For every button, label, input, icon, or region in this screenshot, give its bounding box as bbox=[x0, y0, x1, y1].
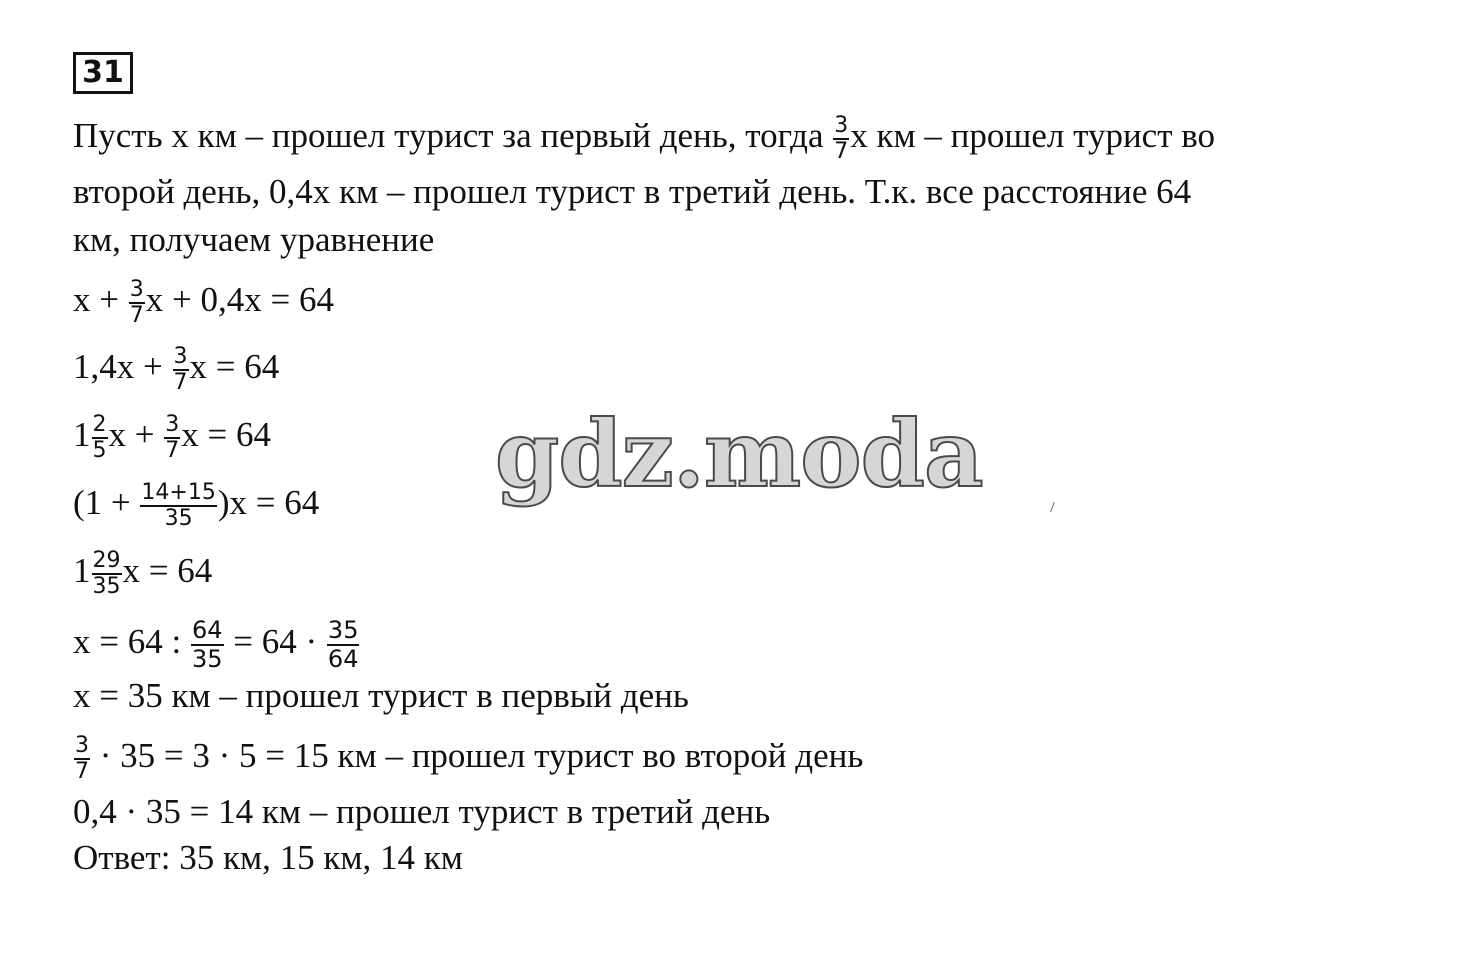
text-segment: x + bbox=[108, 415, 164, 455]
fraction-numerator: 2 bbox=[92, 412, 107, 437]
fraction-denominator: 7 bbox=[834, 139, 849, 164]
fraction-3-7 bbox=[173, 345, 189, 395]
equation-1 bbox=[73, 278, 334, 328]
text-segment: x = 64 : bbox=[73, 622, 190, 662]
text-segment: 1 bbox=[73, 551, 91, 591]
text-segment: (1 + bbox=[73, 483, 140, 523]
equation-4 bbox=[73, 481, 319, 531]
fraction-3-7 bbox=[129, 278, 145, 328]
fraction-numerator: 3 bbox=[129, 277, 144, 302]
fraction-denominator: 35 bbox=[92, 574, 121, 599]
fraction-numerator: 3 bbox=[834, 113, 849, 138]
text-segment: x км – прошел турист во bbox=[850, 116, 1216, 156]
stray-mark bbox=[1044, 502, 1055, 512]
answer-line: Ответ: 35 км, 15 км, 14 км bbox=[73, 838, 463, 877]
fraction-2-5 bbox=[92, 413, 108, 463]
fraction-denominator: 7 bbox=[165, 438, 180, 463]
result-line-2 bbox=[73, 734, 863, 784]
fraction-numerator: 3 bbox=[75, 733, 89, 758]
text-segment: 1 bbox=[73, 415, 91, 455]
fraction-64-35 bbox=[191, 617, 224, 673]
text-segment: )x = 64 bbox=[217, 483, 320, 523]
equation-2 bbox=[73, 345, 279, 395]
fraction-denominator: 64 bbox=[327, 645, 359, 673]
equation-6 bbox=[73, 617, 360, 673]
fraction-numerator: 64 bbox=[191, 616, 223, 644]
task-number: 31 bbox=[73, 52, 133, 94]
text-segment: = 64 · bbox=[224, 622, 326, 662]
text-segment: x = 64 bbox=[181, 415, 271, 455]
text-segment: x + bbox=[73, 280, 128, 320]
fraction-3-7 bbox=[164, 413, 180, 463]
text-segment: Пусть x км – прошел турист за первый день, тогда bbox=[73, 116, 833, 156]
text-segment: x = 64 bbox=[189, 347, 280, 387]
fraction-numerator: 29 bbox=[92, 548, 121, 573]
fraction-3-7 bbox=[74, 734, 90, 784]
result-line-3: 0,4 · 35 = 14 км – прошел турист в третий день bbox=[73, 792, 771, 831]
text-line-2: второй день, 0,4x км – прошел турист в третий день. Т.к. все расстояние 64 bbox=[73, 172, 1192, 211]
fraction-denominator: 7 bbox=[129, 303, 144, 328]
fraction-denominator: 35 bbox=[191, 645, 223, 673]
fraction-numerator: 3 bbox=[165, 412, 180, 437]
fraction-35-64 bbox=[327, 617, 360, 673]
fraction-denominator: 5 bbox=[92, 438, 107, 463]
text-line-1 bbox=[73, 114, 1215, 164]
fraction-14plus15-35 bbox=[140, 481, 216, 531]
text-segment: 1,4x + bbox=[73, 347, 172, 387]
result-line-1: x = 35 км – прошел турист в первый день bbox=[73, 676, 689, 715]
fraction-numerator: 14+15 bbox=[141, 480, 216, 505]
fraction-29-35 bbox=[92, 549, 122, 599]
watermark: gdz.moda bbox=[495, 400, 983, 508]
text-line-3: км, получаем уравнение bbox=[73, 220, 435, 259]
equation-3 bbox=[73, 413, 271, 463]
fraction-denominator: 7 bbox=[75, 759, 89, 784]
fraction-denominator: 7 bbox=[173, 370, 188, 395]
equation-5 bbox=[73, 549, 212, 599]
fraction-numerator: 35 bbox=[327, 616, 359, 644]
text-segment: x + 0,4x = 64 bbox=[145, 280, 334, 320]
text-segment: · 35 = 3 · 5 = 15 км – прошел турист во второй день bbox=[91, 736, 864, 776]
fraction-3-7 bbox=[833, 114, 849, 164]
text-segment: x = 64 bbox=[122, 551, 213, 591]
fraction-numerator: 3 bbox=[173, 344, 188, 369]
fraction-denominator: 35 bbox=[164, 506, 193, 531]
